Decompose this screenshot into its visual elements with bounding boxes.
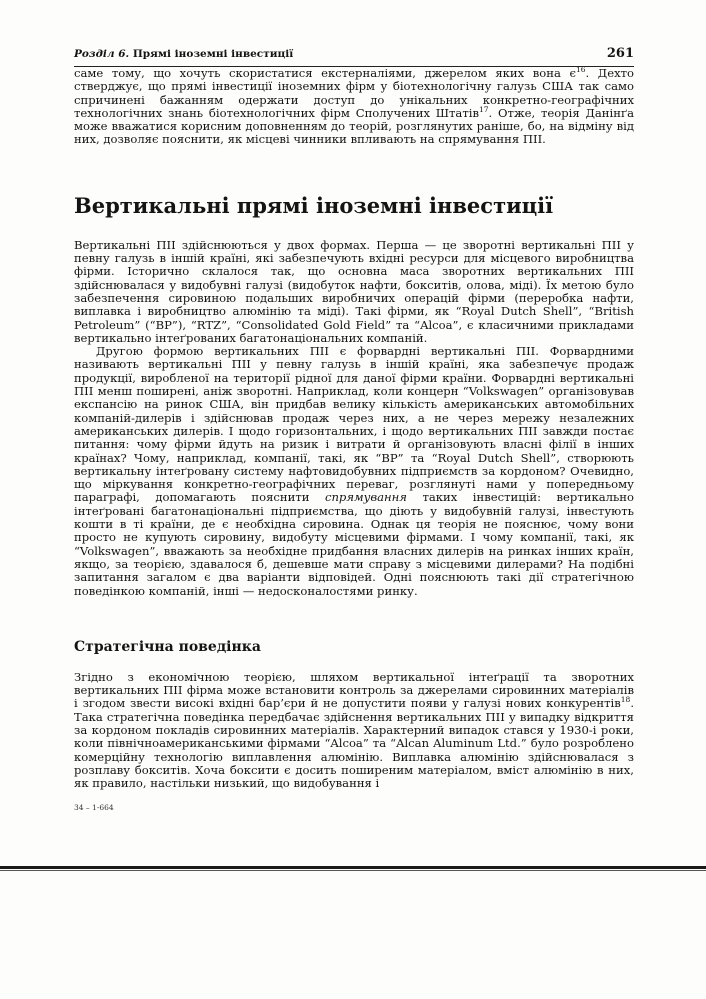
running-head <box>74 44 634 67</box>
strategy-text-1: Згідно з економічною теорією, шляхом вертикальної інтеґрації та зворотних вертикальних ПІІ фірма може встановити контроль за джерелами сировинних матеріалів і згодом звести високі вхідні бар’єри й не допустити появи у галузі нових конкурентів <box>74 669 634 711</box>
strategy-paragraph-1 <box>74 671 634 791</box>
footnote-ref-17: 17 <box>479 104 489 114</box>
lead-text-1: саме тому, що хочуть скористатися екстерналіями, джерелом яких вона є <box>74 66 576 80</box>
page-number: 261 <box>606 46 634 61</box>
section-heading: Вертикальні прямі іноземні інвестиції <box>74 192 554 218</box>
footnote-ref-16: 16 <box>575 65 586 74</box>
lead-paragraph <box>74 67 634 147</box>
footnote-ref-18: 18 <box>620 695 631 705</box>
signature-mark: 34 – 1-664 <box>74 803 114 812</box>
strategy-text-2: . Така стратегічна поведінка передбачає здійснення вертикальних ПІІ у випадку відкриття за кордоном покладів сировинних матеріалів. Характерний випадок стався у 1930-і роки, коли північноамериканськими фірмами “Alcoa” та “Alcan Aluminum Ltd.” було розроблено комерційну технологію виплавлення алюмінію. Виплавка алюмінію здійснювалася з розплаву бокситів. Хоча боксити є досить поширеним матеріалом, вміст алюмінію в них, як правило, настільки низький, що видобування і <box>74 696 634 791</box>
section-label: Розділ 6. <box>74 48 130 60</box>
scan-edge-line-thin <box>0 870 706 871</box>
chapter-title: Прямі іноземні інвестиції <box>132 48 294 60</box>
vertical-paragraph-1: Вертикальні ПІІ здійснюються у двох формах. Перша — це зворотні вертикальні ПІІ у певну галузь в іншій країні, які забезпечують вхідні ресурси для місцевого виробництва фірми. Історично склалося так, що основна маса зворотних вертикальних ПІІ здійснювалася у видобувні галузі (видобуток нафти, бокситів, олова, міді). Їх метою було забезпечення сировиною подальших виробничих операцій фірми (переробка нафти, виплавка і виробництво алюмінію та міді). Такі фірми, як “Royal Dutch Shell”, “British Petroleum” (“BP”), “RTZ”, “Consolidated Gold Field” та “Alcoa”, є класичними прикладами вертикально інтеґрованих багатонаціональних компаній. <box>74 237 634 345</box>
scan-edge-line <box>0 866 706 869</box>
vertical-paragraph-2 <box>74 345 634 598</box>
vertical-paragraph-2-part-b: таких інвестицій: вертикально інтеґровані багатонаціональні підприємства, що діють у видобувній галузі, інвестують кошти в ті країни, де є необхідна сировина. Однак ця теорія не пояснює, чому вони просто не купують сировину, видобуту місцевими фірмами. І чому компанії, такі, як “Volkswagen”, вважають за необхідне придбання власних дилерів на ринках інших країн, якщо, за теорією, здавалося б, дешевше мати справу з місцевими дилерами? На подібні запитання загалом є два варіанти відповідей. Одні пояснюють такі дії стратегічною поведінкою компаній, інші — недосконалостями ринку. <box>74 490 635 598</box>
subsection-heading: Стратегічна поведінка <box>74 638 261 655</box>
vertical-paragraph-2-part-a: Другою формою вертикальних ПІІ є форвардні вертикальні ПІІ. Форвардними називають вертикальні ПІІ у певну галузь в іншій країні, яка забезпечує продаж продукції, виробленої на території рідної для даної фірми країни. Форвардні вертикальні ПІІ менш поширені, аніж зворотні. Наприклад, коли концерн “Volkswagen” організовував експансію на ринок США, він придбав велику кількість американських автомобільних компаній-дилерів і здійснював продаж через них, а не через мережу незалежних американських дилерів. І щодо горизонтальних, і щодо вертикальних ПІІ завжди постає питання: чому фірми йдуть на ризик і витрати й організовують власні філії в інших країнах? Чому, наприклад, компанії, такі, як “BP” та “Royal Dutch Shell”, створюють вертикальну інтеґровану систему нафтовидобувних підприємств за кордоном? Очевидно, що міркування конкретно-географічних переваг, розглянуті нами у попередньому параграфі, допомагають пояснити <box>74 344 634 505</box>
page-body <box>74 44 634 790</box>
lead-text-3: . Отже, теорія Данінґа може вважатися корисним доповненням до теорій, розглянутих раніше, бо, на відміну від них, дозволяє пояснити, як місцеві чинники впливають на спрямування ПІІ. <box>74 105 635 147</box>
running-head-title <box>74 48 293 60</box>
emphasized-word: спрямування <box>324 490 407 505</box>
lead-text-2: . Дехто стверджує, що прямі інвестиції іноземних фірм у біотехнологічну галузь США так само спричинені бажанням одержати доступ до унікальних конкретно-географічних технологічних знань біотехнологічних фірм Сполучених Штатів <box>74 66 635 120</box>
